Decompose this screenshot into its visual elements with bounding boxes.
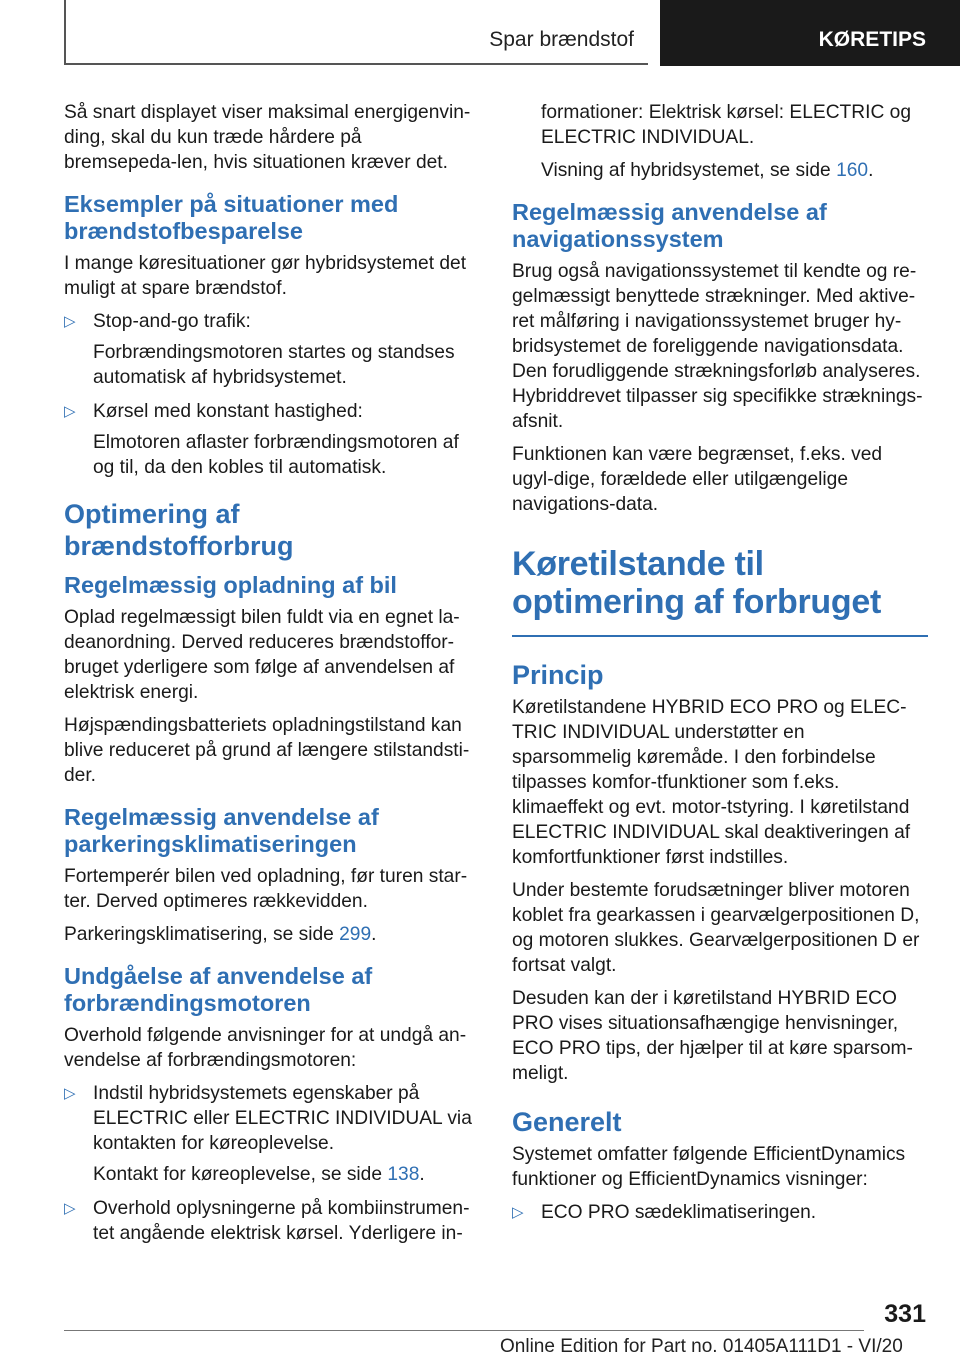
bullet-text: Overhold oplysningerne på kombiinstrumen-tet angående elektrisk kørsel. Yderligere in- [93,1198,470,1244]
princip-paragraph-1: Køretilstandene HYBRID ECO PRO og ELEC-TRIC INDIVIDUAL understøtter en sparsommelig køremåde. I den forbindelse tilpasses komfor-tfunktioner som f.eks. klimaeffekt og evt. motor-tstyring. I køretilstand ELECTRIC INDIVIDUAL skal deaktiveringen af komfortfunktioner først indstilles. [512,697,911,868]
bullet-arrow-icon: ▷ [64,403,76,420]
bullet-title: Stop-and-go trafik: [93,311,251,332]
bullet-arrow-icon: ▷ [64,1200,76,1217]
bullet-text: Forbrændingsmotoren startes og standses automatisk af hybridsystemet. [93,342,455,388]
bullet-eco-pro [512,1200,928,1225]
bullet-indstil-hybrid [64,1081,472,1187]
footer-edition: Online Edition for Part no. 01405A111D1 - VI/20 [500,1336,903,1357]
heading-navigation: Regelmæssig anvendelse af navigationssystem [512,199,827,252]
page-link-138[interactable]: 138 [387,1164,420,1185]
bullet-text: Elmotoren aflaster forbrændingsmotoren af og til, da den kobles til automatisk. [93,432,459,478]
heading-parkering: Regelmæssig anvendelse af parkeringsklimatiseringen [64,804,379,857]
header-left-rule [64,0,66,64]
navigation-paragraph-2: Funktionen kan være begrænset, f.eks. ved ugyl-dige, forældede eller utilgængelige navigations-data. [512,444,883,515]
parkering-paragraph-2: Parkeringsklimatisering, se side 299. [64,924,377,945]
opladning-paragraph-2: Højspændingsbatteriets opladningstilstand kan blive reduceret på grund af længere stilstandsti-der. [64,715,470,786]
heading-optimering: Optimering af brændstofforbrug [64,499,294,561]
right-column [512,100,928,1234]
heading-eksempler: Eksempler på situationer med brændstofbesparelse [64,191,399,244]
bullet-konstant-hastighed [64,399,472,480]
opladning-paragraph-1: Oplad regelmæssigt bilen fuldt via en egnet la-deanordning. Derved reduceres brændstoffor-bruget yderligere som følge af anvendelsen af elektrisk energi. [64,607,460,703]
bullet-stop-and-go [64,309,472,390]
page-link-299[interactable]: 299 [339,924,372,945]
heading-opladning: Regelmæssig opladning af bil [64,572,397,598]
page-link-160[interactable]: 160 [836,160,869,181]
bullet-arrow-icon: ▷ [64,1085,76,1102]
heading-rule [512,635,928,637]
bullet-text: Indstil hybridsystemets egenskaber på ELECTRIC eller ELECTRIC INDIVIDUAL via kontakten for køreoplevelse. [93,1083,472,1154]
navigation-paragraph-1: Brug også navigationssystemet til kendte og re-gelmæssigt benyttede strækninger. Med aktive-ret målføring i navigationssystemet bruger hy-bridsystemet de foreliggende navigationsdata. Den forudliggende strækningsforløb analyseres. Hybriddrevet tilpasser sig specifikke stræknings-afsnit. [512,261,923,432]
heading-undgaa: Undgåelse af anvendelse af forbrændingsmotoren [64,963,373,1016]
footer-rule [64,1330,864,1331]
bullet-continuation [512,100,928,183]
eksempler-paragraph: I mange køresituationer gør hybridsystemet det muligt at spare brændstof. [64,253,467,299]
continuation-ref: Visning af hybridsystemet, se side 160. [541,160,874,181]
bullet-subtext: Kontakt for køreoplevelse, se side 138. [93,1164,425,1185]
page-number: 331 [884,1300,926,1328]
bullet-arrow-icon: ▷ [512,1204,524,1221]
header-chapter-tab: KØRETIPS [660,0,960,66]
princip-paragraph-3: Desuden kan der i køretilstand HYBRID ECO PRO vises situationsafhængige henvisninger, ECO PRO tips, der hjælper til at køre sparsom-meligt. [512,988,913,1084]
heading-generelt: Generelt [512,1107,622,1137]
heading-koretilstande: Køretilstande til optimering af forbruget [512,545,881,621]
generelt-paragraph: Systemet omfatter følgende EfficientDynamics funktioner og EfficientDynamics visninger: [512,1144,906,1190]
parkering-paragraph-1: Fortemperér bilen ved opladning, før turen star-ter. Derved optimeres rækkevidden. [64,866,468,912]
left-column [64,100,472,1255]
bullet-text: ECO PRO sædeklimatiseringen. [541,1202,817,1223]
intro-paragraph: Så snart displayet viser maksimal energigenvin-ding, skal du kun træde hårdere på bremsepeda-len, hvis situationen kræver det. [64,102,471,173]
continuation-text: formationer: Elektrisk kørsel: ELECTRIC og ELECTRIC INDIVIDUAL. [541,102,911,148]
undgaa-paragraph: Overhold følgende anvisninger for at undgå an-vendelse af forbrændingsmotoren: [64,1025,467,1071]
princip-paragraph-2: Under bestemte forudsætninger bliver motoren koblet fra gearkassen i gearvælgerpositionen D, og motoren slukkes. Gearvælgerpositionen D er fortsat valgt. [512,880,920,976]
header-section-title: Spar brændstof [489,28,634,51]
header-bottom-rule [64,63,648,65]
bullet-kombiinstrument [64,1196,472,1246]
bullet-arrow-icon: ▷ [64,313,76,330]
heading-princip: Princip [512,660,604,690]
bullet-title: Kørsel med konstant hastighed: [93,401,363,422]
